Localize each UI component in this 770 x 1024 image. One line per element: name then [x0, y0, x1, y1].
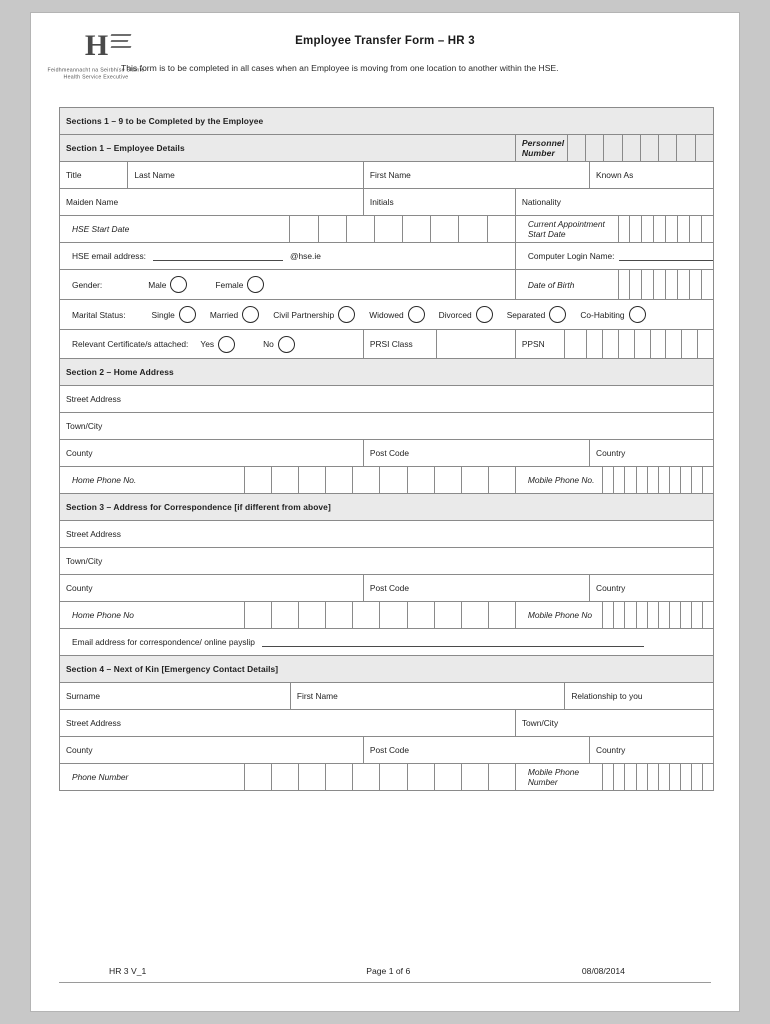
marital-single-radio[interactable]	[179, 306, 196, 323]
personnel-number-box-1[interactable]	[567, 135, 585, 161]
gender-male-label: Male	[148, 279, 167, 290]
marital-widowed-radio[interactable]	[408, 306, 425, 323]
document-page	[30, 12, 740, 1012]
computer-login-cell[interactable]	[515, 243, 713, 270]
section3-home-phone-box-5[interactable]	[352, 602, 379, 628]
personnel-number-box-5[interactable]	[640, 135, 658, 161]
certificates-row	[60, 330, 714, 359]
section4-phone-box-6[interactable]	[379, 764, 406, 790]
personnel-number-box-4[interactable]	[622, 135, 640, 161]
marital-status-cell	[60, 300, 714, 330]
section2-mobile-phone-box-6[interactable]	[658, 467, 669, 493]
dob-box-4[interactable]	[653, 270, 665, 299]
section3-home-phone-label: Home Phone No	[72, 610, 134, 620]
personnel-number-label: Personnel Number	[521, 138, 565, 158]
section1-heading: Section 1 – Employee Details	[60, 135, 516, 162]
section4-heading: Section 4 – Next of Kin [Emergency Contact Details]	[60, 656, 714, 683]
banner-row	[60, 108, 714, 135]
hse-email-input[interactable]	[153, 252, 283, 261]
footer-date: 08/08/2014	[581, 966, 625, 976]
section4-first-name[interactable]: First Name	[290, 683, 564, 710]
field-last-name[interactable]: Last Name	[128, 162, 364, 189]
hse-start-date-box-6[interactable]	[430, 216, 458, 242]
current-appointment-label: Current Appointment Start Date	[527, 219, 605, 239]
start-date-row	[60, 216, 714, 243]
section2-mobile-phone-box-7[interactable]	[669, 467, 680, 493]
hse-email-suffix: @hse.ie	[290, 251, 321, 261]
section3-mobile-phone-box-10[interactable]	[702, 602, 713, 628]
gender-female-label: Female	[215, 279, 244, 290]
section2-home-phone-box-8[interactable]	[434, 467, 461, 493]
personnel-number-box-2[interactable]	[585, 135, 603, 161]
form-table	[59, 107, 714, 791]
form-subtitle: This form is to be completed in all cases when an Employee is moving from one location to another within the HSE.	[121, 63, 559, 73]
section2-mobile-phone-label: Mobile Phone No.	[527, 475, 595, 485]
section2-mobile-phone-box-1[interactable]	[602, 467, 613, 493]
field-title[interactable]: Title	[60, 162, 128, 189]
section3-mobile-phone-cell	[515, 602, 713, 629]
personnel-number-box-8[interactable]	[695, 135, 713, 161]
hse-email-label: HSE email address:	[72, 251, 147, 261]
section2-town-city[interactable]: Town/City	[60, 413, 714, 440]
dob-box-2[interactable]	[629, 270, 641, 299]
ppsn-box-4[interactable]	[618, 330, 634, 358]
section3-mobile-phone-box-4[interactable]	[636, 602, 647, 628]
personnel-number-box-3[interactable]	[603, 135, 621, 161]
section2-home-phone-box-10[interactable]	[488, 467, 515, 493]
section2-mobile-phone-box-10[interactable]	[702, 467, 713, 493]
current-appointment-box-5[interactable]	[665, 216, 677, 242]
section4-phone-box-10[interactable]	[488, 764, 515, 790]
marital-single-label: Single	[151, 309, 175, 320]
hse-logo-letter: H	[84, 29, 108, 62]
footer-version: HR 3 V_1	[109, 966, 147, 976]
ppsn-box-7[interactable]	[665, 330, 681, 358]
current-appointment-box-4[interactable]	[653, 216, 665, 242]
prsi-class-label: PRSI Class	[363, 330, 436, 359]
section4-post-code[interactable]: Post Code	[363, 737, 589, 764]
section2-home-phone-box-4[interactable]	[325, 467, 352, 493]
section4-surname[interactable]: Surname	[60, 683, 291, 710]
dob-box-8[interactable]	[701, 270, 713, 299]
section4-phone-box-8[interactable]	[434, 764, 461, 790]
hse-email-cell[interactable]	[60, 243, 516, 270]
certificates-no-label: No	[263, 339, 274, 349]
marital-civil-partnership-label: Civil Partnership	[273, 309, 335, 320]
section4-phone-box-1[interactable]	[244, 764, 271, 790]
section3-mobile-phone-box-5[interactable]	[647, 602, 658, 628]
section4-phone-box-9[interactable]	[461, 764, 488, 790]
section3-home-phone-box-8[interactable]	[434, 602, 461, 628]
section2-heading: Section 2 – Home Address	[60, 359, 714, 386]
page-title: Employee Transfer Form – HR 3	[295, 35, 475, 47]
current-appointment-cell	[515, 216, 713, 243]
section4-phone-box-3[interactable]	[298, 764, 325, 790]
section2-phone-row	[60, 467, 714, 494]
hse-start-date-box-4[interactable]	[374, 216, 402, 242]
section4-mobile-phone-cell	[515, 764, 713, 791]
gender-label: Gender:	[72, 279, 103, 290]
section2-home-phone-box-3[interactable]	[298, 467, 325, 493]
current-appointment-box-3[interactable]	[641, 216, 653, 242]
section4-mobile-phone-box-6[interactable]	[658, 764, 669, 790]
section2-heading-row	[60, 359, 714, 386]
section2-mobile-phone-box-8[interactable]	[680, 467, 691, 493]
certificates-no-radio[interactable]	[278, 336, 295, 353]
marital-co-habiting-label: Co-Habiting	[580, 309, 625, 320]
document-footer	[59, 966, 711, 983]
section4-street-address[interactable]: Street Address	[60, 710, 516, 737]
section2-street-address[interactable]: Street Address	[60, 386, 714, 413]
section2-mobile-phone-box-2[interactable]	[613, 467, 624, 493]
section4-mobile-phone-box-1[interactable]	[602, 764, 613, 790]
marital-separated-radio[interactable]	[549, 306, 566, 323]
section2-home-phone-box-9[interactable]	[461, 467, 488, 493]
dob-box-5[interactable]	[665, 270, 677, 299]
section3-town-city[interactable]: Town/City	[60, 548, 714, 575]
section3-email-input[interactable]	[262, 638, 644, 647]
personnel-number-box-7[interactable]	[676, 135, 694, 161]
section2-home-phone-box-7[interactable]	[407, 467, 434, 493]
section3-mobile-phone-box-6[interactable]	[658, 602, 669, 628]
footer-page-number: Page 1 of 6	[366, 966, 411, 976]
section2-home-phone-cell	[60, 467, 516, 494]
current-appointment-box-2[interactable]	[629, 216, 641, 242]
section4-phone-box-4[interactable]	[325, 764, 352, 790]
hse-start-date-box-8[interactable]	[487, 216, 515, 242]
section4-county-row	[60, 737, 714, 764]
hse-start-date-box-1[interactable]	[289, 216, 317, 242]
section3-home-phone-box-6[interactable]	[379, 602, 406, 628]
ppsn-box-5[interactable]	[634, 330, 650, 358]
banner-label: Sections 1 – 9 to be Completed by the Employee	[60, 108, 714, 135]
name-row	[60, 162, 714, 189]
footer-divider	[59, 982, 711, 983]
section2-home-phone-box-2[interactable]	[271, 467, 298, 493]
section4-relationship[interactable]: Relationship to you	[565, 683, 714, 710]
hse-start-date-box-5[interactable]	[402, 216, 430, 242]
hse-start-date-box-3[interactable]	[346, 216, 374, 242]
section3-home-phone-box-2[interactable]	[271, 602, 298, 628]
certificates-cell	[60, 330, 364, 359]
section4-mobile-phone-box-10[interactable]	[702, 764, 713, 790]
section2-county-row	[60, 440, 714, 467]
marital-married-radio[interactable]	[242, 306, 259, 323]
marital-divorced-radio[interactable]	[476, 306, 493, 323]
ppsn-box-9[interactable]	[697, 330, 713, 358]
section4-name-row	[60, 683, 714, 710]
section2-home-phone-box-6[interactable]	[379, 467, 406, 493]
dob-box-1[interactable]	[618, 270, 630, 299]
section3-street-row	[60, 521, 714, 548]
gender-dob-row	[60, 270, 714, 300]
ppsn-box-6[interactable]	[650, 330, 666, 358]
marital-divorced-label: Divorced	[438, 309, 472, 320]
section4-town-city[interactable]: Town/City	[515, 710, 713, 737]
marital-married-label: Married	[209, 309, 239, 320]
marital-widowed-label: Widowed	[369, 309, 404, 320]
section2-home-phone-box-1[interactable]	[244, 467, 271, 493]
section4-mobile-phone-box-3[interactable]	[624, 764, 635, 790]
field-known-as[interactable]: Known As	[590, 162, 714, 189]
hse-start-date-box-2[interactable]	[318, 216, 346, 242]
prsi-class-input[interactable]	[436, 330, 515, 359]
document-header	[31, 13, 739, 91]
section3-mobile-phone-box-1[interactable]	[602, 602, 613, 628]
section2-home-phone-label: Home Phone No.	[72, 475, 137, 485]
section4-country[interactable]: Country	[590, 737, 714, 764]
marital-co-habiting-radio[interactable]	[629, 306, 646, 323]
section3-home-phone-cell	[60, 602, 516, 629]
section3-town-row	[60, 548, 714, 575]
section3-home-phone-box-3[interactable]	[298, 602, 325, 628]
marital-separated-label: Separated	[506, 309, 546, 320]
section2-town-row	[60, 413, 714, 440]
certificates-label: Relevant Certificate/s attached:	[72, 339, 189, 349]
section4-phone-cell	[60, 764, 516, 791]
section3-mobile-phone-box-8[interactable]	[680, 602, 691, 628]
section4-mobile-phone-box-9[interactable]	[691, 764, 702, 790]
section3-home-phone-box-7[interactable]	[407, 602, 434, 628]
marital-status-row	[60, 300, 714, 330]
section2-mobile-phone-box-5[interactable]	[647, 467, 658, 493]
section2-home-phone-box-5[interactable]	[352, 467, 379, 493]
section4-phone-box-5[interactable]	[352, 764, 379, 790]
gender-cell	[60, 270, 516, 300]
section3-country[interactable]: Country	[590, 575, 714, 602]
section3-mobile-phone-box-9[interactable]	[691, 602, 702, 628]
computer-login-input[interactable]	[619, 252, 713, 261]
section3-street-address[interactable]: Street Address	[60, 521, 714, 548]
section2-county[interactable]: County	[60, 440, 364, 467]
personnel-number-cell	[515, 135, 713, 162]
ppsn-cell	[565, 330, 714, 359]
section3-mobile-phone-box-7[interactable]	[669, 602, 680, 628]
field-maiden-name[interactable]: Maiden Name	[60, 189, 364, 216]
section3-home-phone-box-9[interactable]	[461, 602, 488, 628]
section3-home-phone-box-10[interactable]	[488, 602, 515, 628]
hse-logo-text-english: Health Service Executive	[63, 74, 129, 81]
email-login-row	[60, 243, 714, 270]
dob-box-7[interactable]	[689, 270, 701, 299]
form-table-wrapper	[59, 107, 714, 791]
current-appointment-box-7[interactable]	[689, 216, 701, 242]
maiden-row	[60, 189, 714, 216]
section3-email-label: Email address for correspondence/ online payslip	[72, 637, 255, 647]
ppsn-box-1[interactable]	[571, 330, 586, 358]
ppsn-label: PPSN	[515, 330, 564, 359]
hse-start-date-label: HSE Start Date	[72, 224, 130, 234]
section3-email-row	[60, 629, 714, 656]
section4-mobile-phone-box-8[interactable]	[680, 764, 691, 790]
section3-mobile-phone-box-3[interactable]	[624, 602, 635, 628]
ppsn-box-8[interactable]	[681, 330, 697, 358]
current-appointment-box-8[interactable]	[701, 216, 713, 242]
dob-cell	[515, 270, 713, 300]
section3-home-phone-box-1[interactable]	[244, 602, 271, 628]
section2-street-row	[60, 386, 714, 413]
personnel-number-box-6[interactable]	[658, 135, 676, 161]
marital-status-label: Marital Status:	[72, 309, 126, 320]
dob-box-3[interactable]	[641, 270, 653, 299]
ppsn-box-2[interactable]	[586, 330, 602, 358]
current-appointment-box-6[interactable]	[677, 216, 689, 242]
hse-start-date-box-7[interactable]	[458, 216, 486, 242]
gender-male-radio[interactable]	[170, 276, 187, 293]
section3-heading: Section 3 – Address for Correspondence [if different from above]	[60, 494, 714, 521]
section3-email-cell[interactable]	[60, 629, 714, 656]
section4-mobile-phone-box-5[interactable]	[647, 764, 658, 790]
section3-home-phone-box-4[interactable]	[325, 602, 352, 628]
section2-post-code[interactable]: Post Code	[363, 440, 589, 467]
computer-login-label: Computer Login Name:	[527, 251, 615, 261]
section3-mobile-phone-box-2[interactable]	[613, 602, 624, 628]
section4-phone-box-2[interactable]	[271, 764, 298, 790]
section4-address-row	[60, 710, 714, 737]
field-first-name[interactable]: First Name	[363, 162, 589, 189]
section4-mobile-phone-box-4[interactable]	[636, 764, 647, 790]
section4-county[interactable]: County	[60, 737, 364, 764]
section4-mobile-phone-label: Mobile Phone Number	[527, 767, 580, 787]
ppsn-box-3[interactable]	[602, 330, 618, 358]
section2-mobile-phone-box-9[interactable]	[691, 467, 702, 493]
section4-mobile-phone-box-7[interactable]	[669, 764, 680, 790]
section3-county[interactable]: County	[60, 575, 364, 602]
section1-heading-row	[60, 135, 714, 162]
section2-mobile-phone-box-4[interactable]	[636, 467, 647, 493]
section4-phone-label: Phone Number	[72, 772, 129, 782]
certificates-yes-radio[interactable]	[218, 336, 235, 353]
gender-female-radio[interactable]	[247, 276, 264, 293]
section2-mobile-phone-cell	[515, 467, 713, 494]
field-nationality[interactable]: Nationality	[515, 189, 713, 216]
section4-heading-row	[60, 656, 714, 683]
dob-label: Date of Birth	[527, 279, 575, 290]
dob-box-6[interactable]	[677, 270, 689, 299]
current-appointment-box-1[interactable]	[618, 216, 630, 242]
section3-mobile-phone-label: Mobile Phone No	[527, 610, 593, 620]
section3-post-code[interactable]: Post Code	[363, 575, 589, 602]
field-initials[interactable]: Initials	[363, 189, 515, 216]
hse-logo-text-irish: Feidhmeannacht na Seirbhíse Sláinte	[47, 67, 145, 73]
section3-phone-row	[60, 602, 714, 629]
section4-phone-box-7[interactable]	[407, 764, 434, 790]
section4-phone-row	[60, 764, 714, 791]
section4-mobile-phone-box-2[interactable]	[613, 764, 624, 790]
section2-mobile-phone-box-3[interactable]	[624, 467, 635, 493]
hse-start-date-cell	[60, 216, 516, 243]
marital-civil-partnership-radio[interactable]	[338, 306, 355, 323]
section2-country[interactable]: Country	[590, 440, 714, 467]
certificates-yes-label: Yes	[200, 339, 215, 349]
section3-county-row	[60, 575, 714, 602]
section3-heading-row	[60, 494, 714, 521]
